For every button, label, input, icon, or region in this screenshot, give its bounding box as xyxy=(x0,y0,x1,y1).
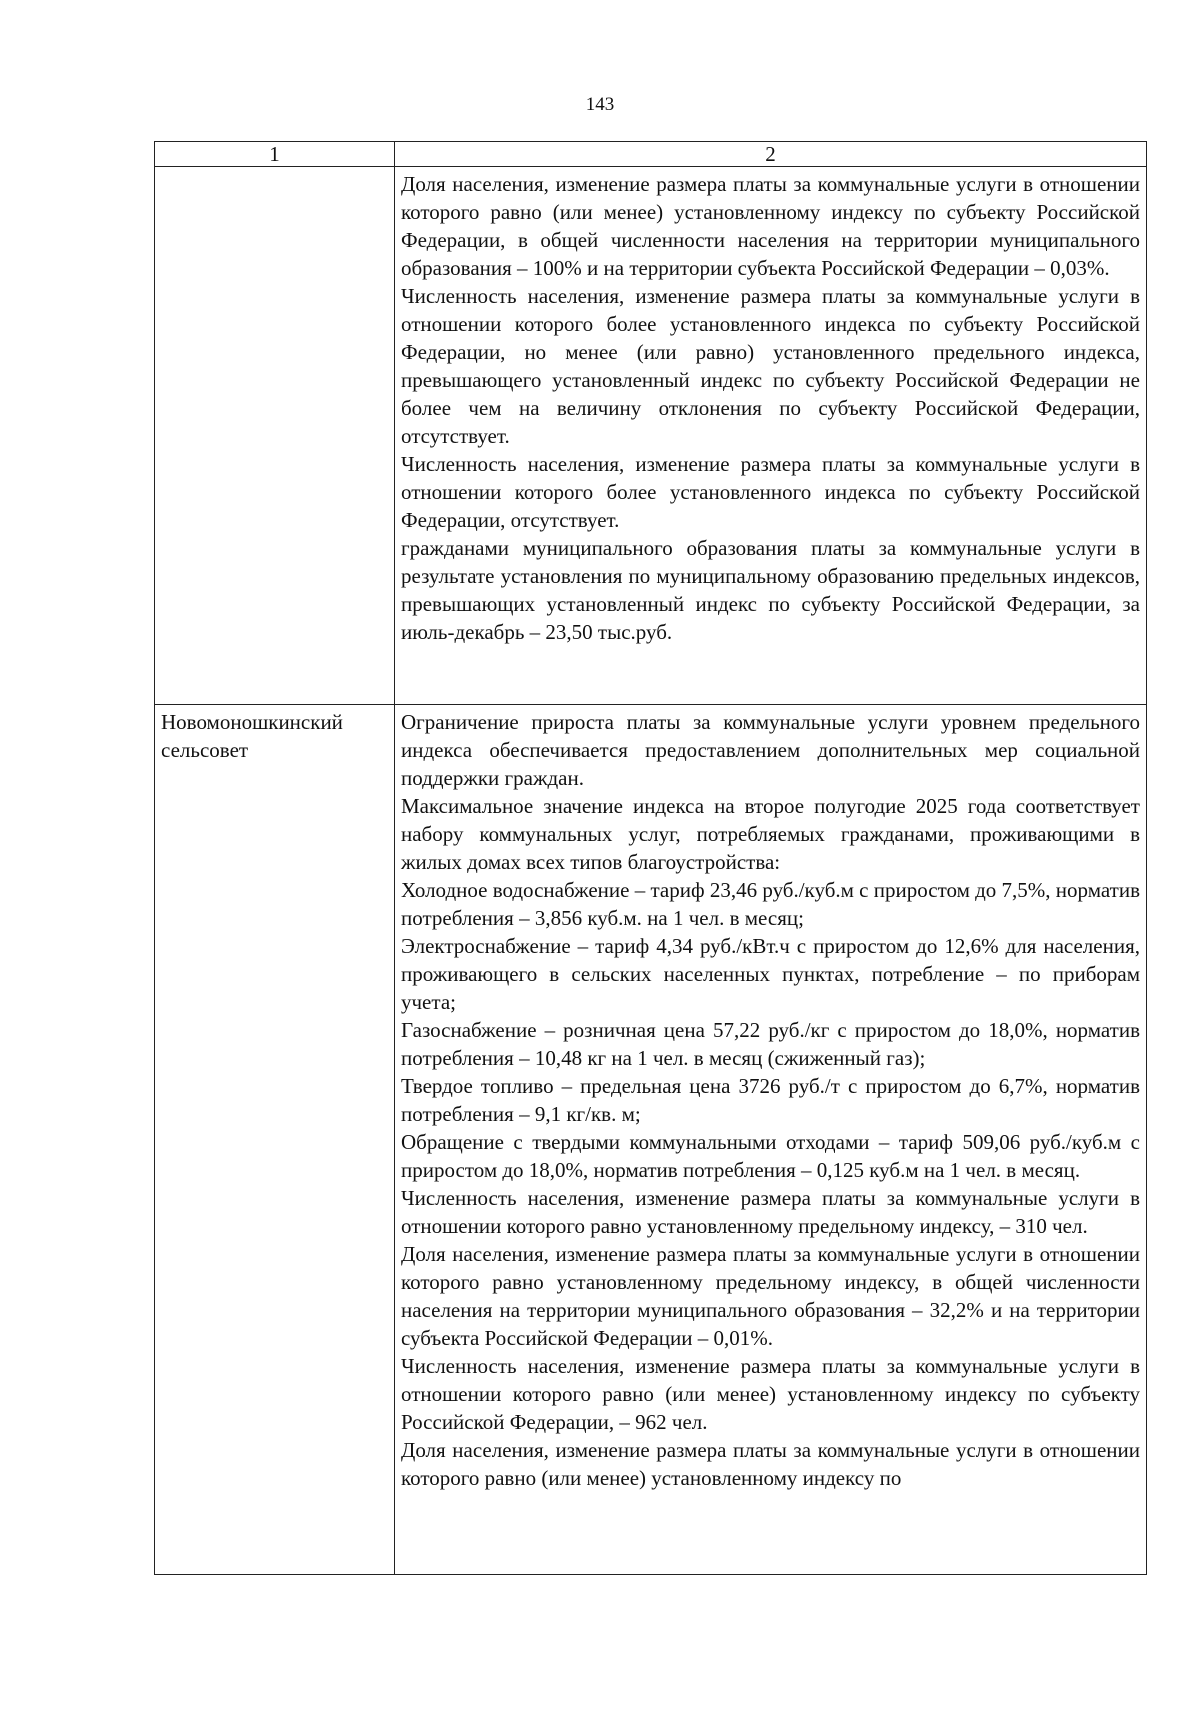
paragraph: Численность населения, изменение размера платы за коммунальные услуги в отношении которого равно (или менее) установленному индексу по субъекту Российской Федерации, – 962 чел. xyxy=(401,1354,1140,1434)
table-row xyxy=(155,705,1147,1575)
table-header-row xyxy=(155,142,1147,167)
paragraph: Максимальное значение индекса на второе полугодие 2025 года соответствует набору коммунальных услуг, потребляемых гражданами, проживающими в жилых домах всех типов благоустройства: xyxy=(401,794,1140,874)
description-cell xyxy=(395,705,1147,1575)
paragraph: Численность населения, изменение размера платы за коммунальные услуги в отношении которого более установленного индекса по субъекту Российской Федерации, но менее (или равно) установленного предельного индекса, превышающего установленный индекс по субъекту Российской Федерации не более чем на величину отклонения по субъекту Российской Федерации, отсутствует. xyxy=(401,284,1140,448)
paragraph: Ограничение прироста платы за коммунальные услуги уровнем предельного индекса обеспечивается предоставлением дополнительных мер социальной поддержки граждан. xyxy=(401,710,1140,790)
paragraph: Холодное водоснабжение – тариф 23,46 руб./куб.м с приростом до 7,5%, норматив потребления – 3,856 куб.м. на 1 чел. в месяц; xyxy=(401,878,1140,930)
municipal-table xyxy=(154,141,1147,1575)
paragraph: Численность населения, изменение размера платы за коммунальные услуги в отношении которого равно установленному предельному индексу, – 310 чел. xyxy=(401,1186,1140,1238)
column-header-2: 2 xyxy=(395,142,1147,167)
column-header-1: 1 xyxy=(155,142,395,167)
page-number: 143 xyxy=(585,94,615,115)
paragraph: Доля населения, изменение размера платы за коммунальные услуги в отношении которого равно (или менее) установленному индексу по субъекту Российской Федерации, в общей численности населения на территории муниципального образования – 100% и на территории субъекта Российской Федерации – 0,03%. xyxy=(401,172,1140,280)
table-row xyxy=(155,167,1147,705)
paragraph: Твердое топливо – предельная цена 3726 руб./т с приростом до 6,7%, норматив потребления – 9,1 кг/кв. м; xyxy=(401,1074,1140,1126)
paragraph: Доля населения, изменение размера платы за коммунальные услуги в отношении которого равно (или менее) установленному индексу по xyxy=(401,1438,1140,1490)
paragraph: Численность населения, изменение размера платы за коммунальные услуги в отношении которого более установленного индекса по субъекту Российской Федерации, отсутствует. xyxy=(401,452,1140,532)
paragraph: Доля населения, изменение размера платы за коммунальные услуги в отношении которого равно установленному предельному индексу, в общей численности населения на территории муниципального образования – 32,2% и на территории субъекта Российской Федерации – 0,01%. xyxy=(401,1242,1140,1350)
paragraph: Обращение с твердыми коммунальными отходами – тариф 509,06 руб./куб.м с приростом до 18,0%, норматив потребления – 0,125 куб.м на 1 чел. в месяц. xyxy=(401,1130,1140,1182)
paragraph: гражданами муниципального образования платы за коммунальные услуги в результате установления по муниципальному образованию предельных индексов, превышающих установленный индекс по субъекту Российской Федерации, за июль-декабрь – 23,50 тыс.руб. xyxy=(401,536,1140,644)
description-cell xyxy=(395,167,1147,705)
municipality-name-cell: Новомоношкинский сельсовет xyxy=(155,705,395,1575)
paragraph: Электроснабжение – тариф 4,34 руб./кВт.ч с приростом до 12,6% для населения, проживающего в сельских населенных пунктах, потребление – по приборам учета; xyxy=(401,934,1140,1014)
municipality-name-cell xyxy=(155,167,395,705)
paragraph: Газоснабжение – розничная цена 57,22 руб./кг с приростом до 18,0%, норматив потребления – 10,48 кг на 1 чел. в месяц (сжиженный газ); xyxy=(401,1018,1140,1070)
